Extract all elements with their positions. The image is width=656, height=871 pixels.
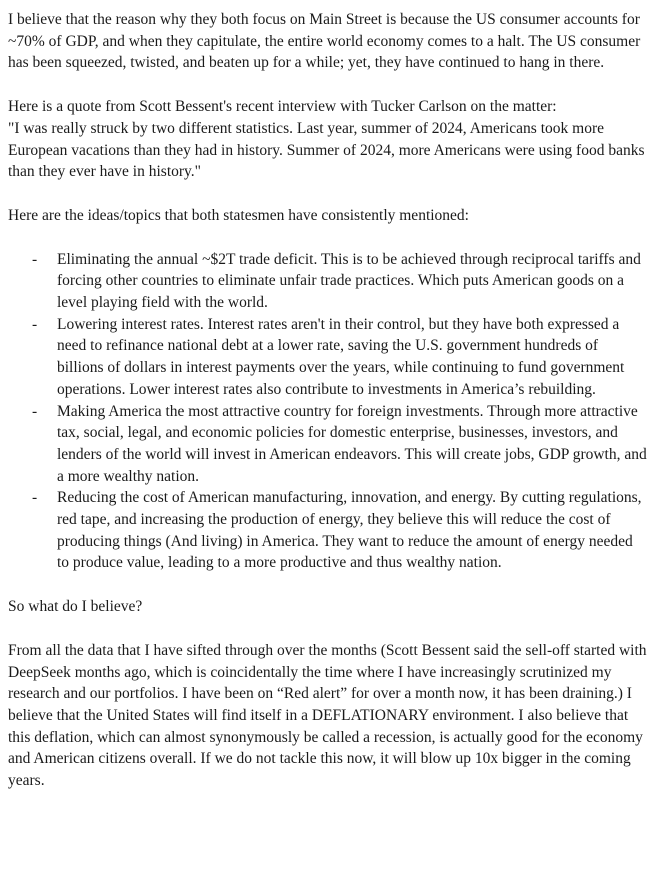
paragraph-consumer-gdp: I believe that the reason why they both focus on Main Street is because the US consumer accounts for ~70% of GDP, and when they capitulate, the entire world economy comes to a halt. The US consumer has been squeezed, twisted, and beaten up for a while; yet, they have continued to hang in there. [8,11,641,72]
paragraph-gap [8,618,648,640]
list-item-text: Reducing the cost of American manufacturing, innovation, and energy. By cutting regulations, red tape, and increasing the production of energy, they believe this will reduce the cost of producing things (And living) in America. They want to reduce the amount of energy needed to produce value, leading to a more productive and thus wealthy nation. [57,489,642,572]
paragraph-gap [8,574,648,596]
list-item-text: Making America the most attractive country for foreign investments. Through more attractive tax, social, legal, and economic policies for domestic enterprise, businesses, investors, and lenders of the world will invest in American endeavors. This will create jobs, GDP growth, and a more wealthy nation. [57,402,647,485]
bullet-dash: - [32,250,38,268]
list-item-text: Eliminating the annual ~$2T trade deficit. This is to be achieved through reciprocal tariffs and forcing other countries to eliminate unfair trade practices. Which puts American goods on a level playing field with the world. [57,250,641,312]
paragraph-gap [8,227,648,249]
topics-list [8,249,648,575]
paragraph-gap [8,74,648,96]
list-item [32,314,648,401]
list-item [32,487,648,574]
list-item-text: Lowering interest rates. Interest rates aren't in their control, but they have both expressed a need to refinance national debt at a lower rate, saving the U.S. government hundreds of billions of dollars in interest payments over the years, while continuing to fund government operations. Lower interest rates also contribute to investments in America’s rebuilding. [57,315,625,398]
bullet-dash: - [32,402,38,420]
paragraph-topics-intro: Here are the ideas/topics that both statesmen have consistently mentioned: [8,206,469,224]
bullet-dash: - [32,489,38,507]
list-item [32,401,648,488]
paragraph-quote: "I was really struck by two different statistics. Last year, summer of 2024, Americans took more European vacations than they had in history. Summer of 2024, more Americans were using food banks than they ever have in history." [8,119,645,181]
paragraph-quote-intro: Here is a quote from Scott Bessent's recent interview with Tucker Carlson on the matter: [8,98,557,116]
paragraph-gap [8,183,648,205]
bullet-dash: - [32,315,38,333]
paragraph-question: So what do I believe? [8,598,143,616]
list-item [32,249,648,314]
paragraph-belief: From all the data that I have sifted through over the months (Scott Bessent said the sell-off started with DeepSeek months ago, which is coincidentally the time where I have increasingly scrutinized my research and our portfolios. I have been on “Red alert” for over a month now, it has been draining.) I believe that the United States will find itself in a DEFLATIONARY environment. I also believe that this deflation, which can almost synonymously be called a recession, is actually good for the economy and American citizens overall. If we do not tackle this now, it will blow up 10x bigger in the coming years. [8,641,647,790]
